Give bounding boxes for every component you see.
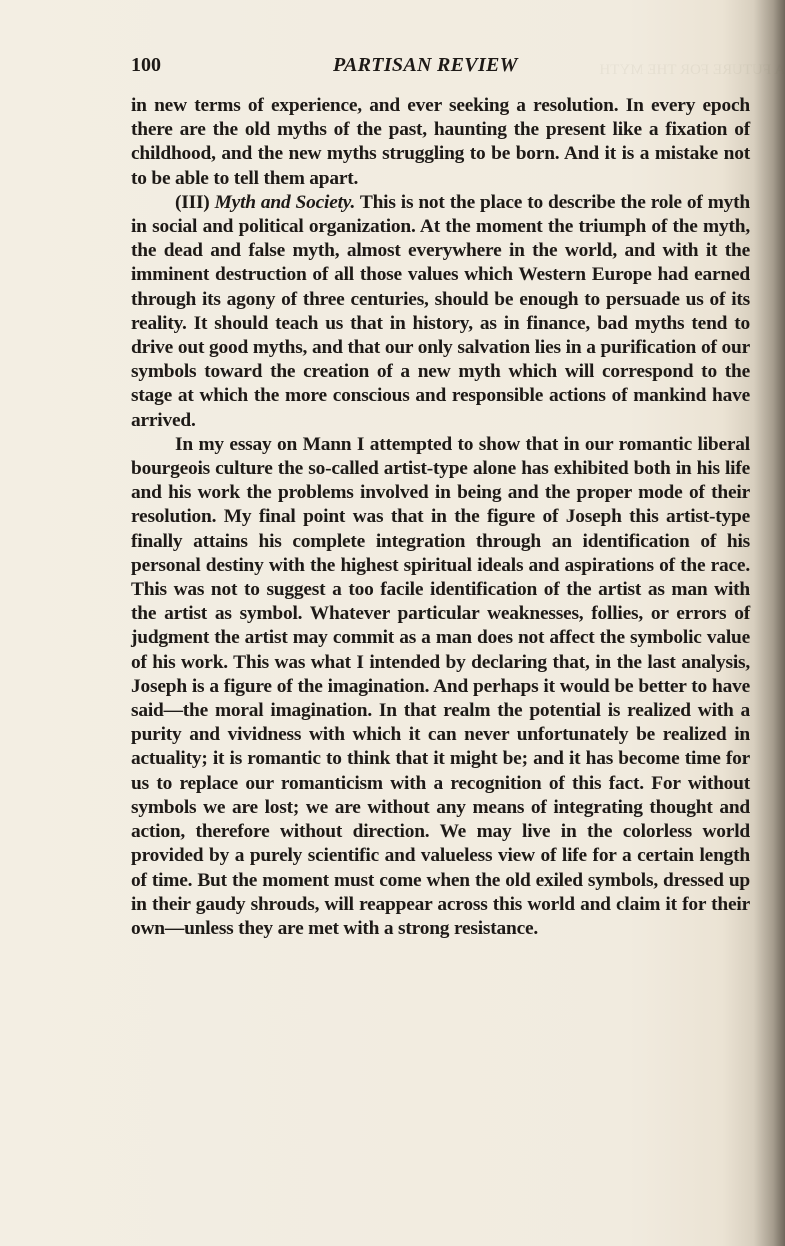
paragraph	[131, 94, 750, 191]
journal-title: PARTISAN REVIEW	[333, 54, 518, 76]
body-text	[131, 94, 750, 941]
section-number: (III)	[175, 191, 215, 213]
show-through-text: A FUTURE FOR THE MYTH	[599, 62, 785, 78]
paragraph-text: In my essay on Mann I attempted to show that in our romantic liberal bourgeois culture the so-called artist-type alone has exhibited both in his life and his work the problems involved in being and the proper mode of their resolution. My final point was that in the figure of Joseph this artist-type finally attains his complete integration through an identification of his personal destiny with the highest spiritual ideals and aspirations of the race. This was not to suggest a too facile identification of the artist as man with the artist as symbol. Whatever particular weaknesses, follies, or errors of judgment the artist may commit as a man does not affect the symbolic value of his work. This was what I intended by declaring that, in the last analysis, Joseph is a figure of the imagination. And perhaps it would be better to have said—the moral imagination. In that realm the potential is realized with a purity and vividness with which it can never unfortunately be realized in actuality; it is romantic to think that it might be; and it has become time for us to replace our romanticism with a recognition of this fact. For without symbols we are lost; we are without any means of integrating thought and action, therefore without direction. We may live in the colorless world provided by a purely scientific and valueless view of life for a certain length of time. But the moment must come when the old exiled symbols, dressed up in their gaudy shrouds, will reappear across this world and claim it for their own—unless they are met with a strong resistance.	[131, 433, 750, 939]
paragraph-text: This is not the place to describe the role of myth in social and political organization. At the moment the triumph of the myth, the dead and false myth, almost everywhere in the world, and with it the imminent destruction of all those values which Western Europe had earned through its agony of three centuries, should be enough to persuade us of its reality. It should teach us that in history, as in finance, bad myths tend to drive out good myths, and that our only salvation lies in a purification of our symbols toward the creation of a new myth which will correspond to the stage at which the more conscious and responsible actions of mankind have arrived.	[131, 191, 750, 431]
section-label: Myth and Society.	[214, 191, 356, 213]
paragraph	[131, 433, 750, 941]
paragraph	[131, 191, 750, 433]
paragraph-text: in new terms of experience, and ever seeking a resolution. In every epoch there are the old myths of the past, haunting the present like a fixation of childhood, and the new myths struggling to be born. And it is a mistake not to be able to tell them apart.	[131, 95, 750, 189]
running-head	[131, 50, 751, 80]
page-number: 100	[131, 54, 161, 76]
